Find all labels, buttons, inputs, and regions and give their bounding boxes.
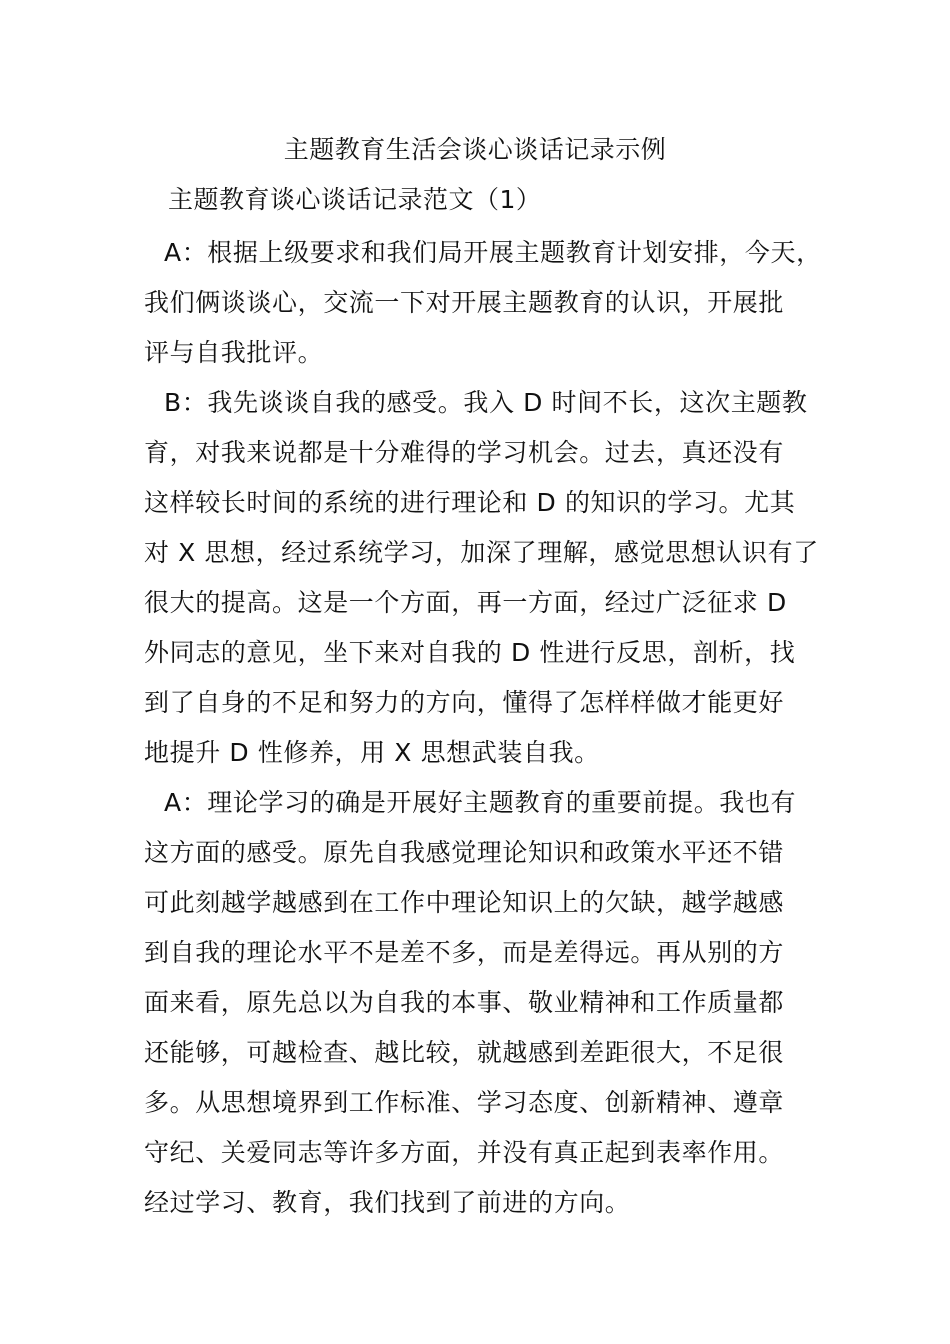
text-line: 面来看，原先总以为自我的本事、敬业精神和工作质量都 xyxy=(144,988,785,1017)
paragraph xyxy=(144,778,834,1228)
text-line: 还能够，可越检查、越比较，就越感到差距很大，不足很 xyxy=(144,1038,785,1067)
text-line: 外同志的意见，坐下来对自我的 D 性进行反思，剖析，找 xyxy=(144,638,796,667)
text-line: 地提升 D 性修养，用 X 思想武装自我。 xyxy=(144,738,600,767)
text-line: 评与自我批评。 xyxy=(144,338,324,367)
text-line: 这方面的感受。原先自我感觉理论知识和政策水平还不错 xyxy=(144,838,785,867)
text-line: 经过学习、教育，我们找到了前进的方向。 xyxy=(144,1188,631,1217)
text-line: 到自我的理论水平不是差不多，而是差得远。再从别的方 xyxy=(144,938,785,967)
text-line: 这样较长时间的系统的进行理论和 D 的知识的学习。尤其 xyxy=(144,488,796,517)
document-title: 主题教育生活会谈心谈话记录示例 xyxy=(283,135,667,164)
text-line: 可此刻越学越感到在工作中理论知识上的欠缺，越学越感 xyxy=(144,888,785,917)
text-line: 对 X 思想，经过系统学习，加深了理解，感觉思想认识有了 xyxy=(144,538,819,567)
text-line: 多。从思想境界到工作标准、学习态度、创新精神、遵章 xyxy=(144,1088,785,1117)
paragraph xyxy=(144,228,834,378)
text-line: 育，对我来说都是十分难得的学习机会。过去，真还没有 xyxy=(144,438,785,467)
text-line: 到了自身的不足和努力的方向，懂得了怎样样做才能更好 xyxy=(144,688,785,717)
text-line: A：根据上级要求和我们局开展主题教育计划安排，今天， xyxy=(164,238,822,267)
text-line: B：我先谈谈自我的感受。我入 D 时间不长，这次主题教 xyxy=(164,388,808,417)
text-line: 守纪、关爱同志等许多方面，并没有真正起到表率作用。 xyxy=(144,1138,785,1167)
document-body xyxy=(144,228,834,1228)
paragraph xyxy=(144,378,834,778)
text-line: A：理论学习的确是开展好主题教育的重要前提。我也有 xyxy=(164,788,797,817)
document-subtitle: 主题教育谈心谈话记录范文（1） xyxy=(168,185,542,214)
text-line: 很大的提高。这是一个方面，再一方面，经过广泛征求 D xyxy=(144,588,787,617)
text-line: 我们俩谈谈心，交流一下对开展主题教育的认识，开展批 xyxy=(144,288,785,317)
